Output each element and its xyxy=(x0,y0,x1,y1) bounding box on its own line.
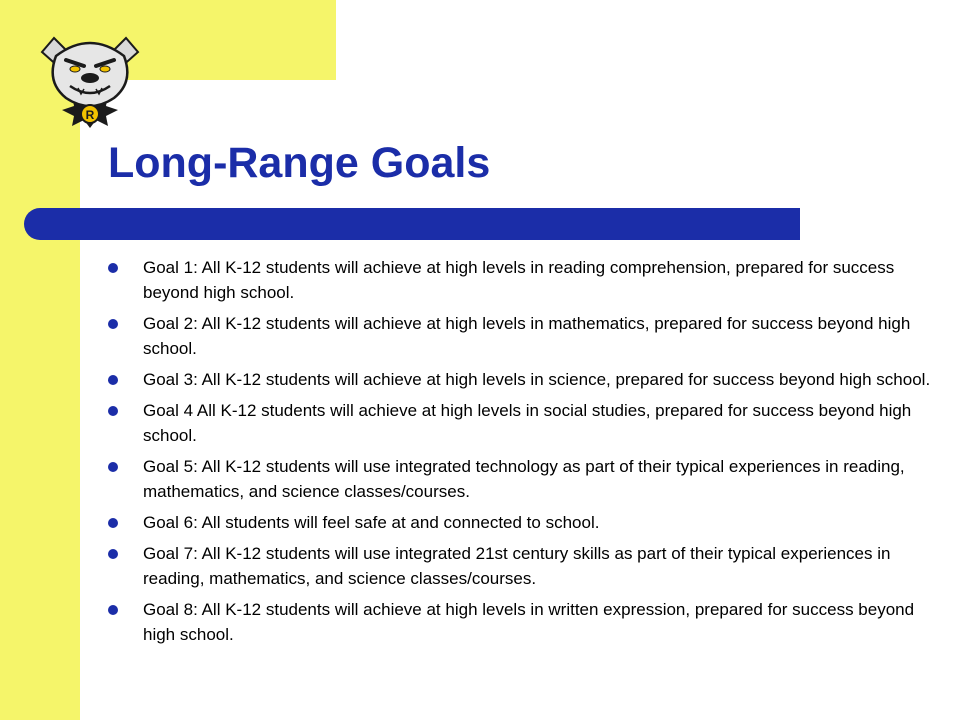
bullet-icon xyxy=(108,375,118,385)
bullet-icon xyxy=(108,549,118,559)
goals-list xyxy=(108,255,938,653)
goal-item xyxy=(108,367,938,392)
goal-text: Goal 4 All K-12 students will achieve at high levels in social studies, prepared for success beyond high school. xyxy=(143,401,912,445)
goal-text: Goal 1: All K-12 students will achieve at high levels in reading comprehension, prepared for success beyond high school. xyxy=(143,258,895,302)
goal-item xyxy=(108,541,938,591)
bullet-icon xyxy=(108,462,118,472)
goal-text: Goal 6: All students will feel safe at and connected to school. xyxy=(143,513,600,532)
goal-item xyxy=(108,311,938,361)
goal-item xyxy=(108,510,938,535)
goal-text: Goal 3: All K-12 students will achieve at high levels in science, prepared for success beyond high school. xyxy=(143,370,931,389)
goal-text: Goal 8: All K-12 students will achieve at high levels in written expression, prepared for success beyond high school. xyxy=(143,600,915,644)
title-underline-bar xyxy=(24,208,800,240)
slide-title: Long-Range Goals xyxy=(108,139,491,187)
goal-item xyxy=(108,454,938,504)
bullet-icon xyxy=(108,406,118,416)
bullet-icon xyxy=(108,518,118,528)
bullet-icon xyxy=(108,263,118,273)
goal-text: Goal 7: All K-12 students will use integrated 21st century skills as part of their typical experiences in reading, mathematics, and science classes/courses. xyxy=(143,544,891,588)
bulldog-mascot-icon xyxy=(34,24,146,128)
goal-text: Goal 5: All K-12 students will use integrated technology as part of their typical experiences in reading, mathematics, and science classes/courses. xyxy=(143,457,905,501)
goal-text: Goal 2: All K-12 students will achieve at high levels in mathematics, prepared for success beyond high school. xyxy=(143,314,911,358)
bullet-icon xyxy=(108,319,118,329)
logo-emblem-letter: R xyxy=(85,108,95,122)
goal-item xyxy=(108,255,938,305)
goal-item xyxy=(108,597,938,647)
goal-item xyxy=(108,398,938,448)
bullet-icon xyxy=(108,605,118,615)
